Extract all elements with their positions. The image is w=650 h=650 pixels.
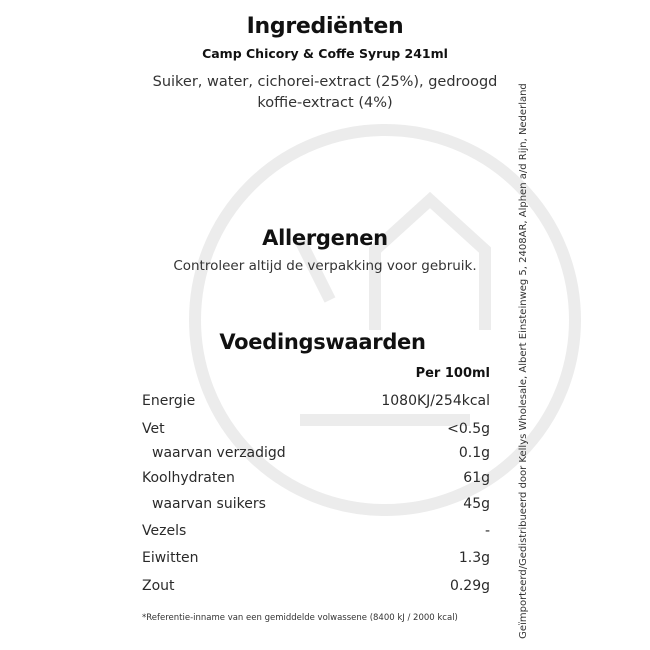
nutrition-label: Vezels [142, 523, 187, 539]
nutrition-label: Eiwitten [142, 550, 199, 566]
ingredients-list: Suiker, water, cichorei-extract (25%), gedroogd koffie-extract (4%) [152, 74, 498, 111]
nutrition-label: Energie [142, 393, 196, 409]
nutrition-row-salt [142, 578, 490, 598]
nutrition-value: 61g [463, 470, 490, 486]
nutrition-value: 1.3g [458, 550, 490, 566]
nutrition-value: <0.5g [447, 421, 490, 437]
nutrition-row-carbohydrates [142, 470, 490, 490]
ingredients-title: Ingrediënten [246, 14, 404, 39]
nutrition-value: 0.29g [449, 578, 490, 594]
nutrition-value: 0.1g [458, 445, 490, 461]
nutrition-value: - [484, 523, 490, 539]
allergens-title: Allergenen [262, 226, 388, 250]
nutrition-label: waarvan suikers [152, 496, 266, 512]
nutrition-row-sugars [142, 496, 490, 516]
nutrition-value: 45g [463, 496, 490, 512]
nutrition-row-fiber [142, 523, 490, 543]
nutrition-row-fat [142, 421, 490, 441]
nutrition-column-header: Per 100ml [415, 366, 490, 381]
nutrition-row-saturated [142, 445, 490, 465]
nutrition-label: Vet [142, 421, 165, 437]
nutrition-title: Voedingswaarden [219, 330, 426, 354]
nutrition-label: waarvan verzadigd [152, 445, 286, 461]
distributor-address: Geïmporteerd/Gedistribueerd door Kellys Wholesale, Albert Einsteinweg 5, 2408AR, Alphen a/d Rijn, Nederland [518, 83, 529, 639]
nutrition-label: Koolhydraten [142, 470, 235, 486]
nutrition-value: 1080KJ/254kcal [381, 393, 490, 409]
product-name: Camp Chicory & Coffe Syrup 241ml [202, 46, 448, 61]
reference-intake-footnote: *Referentie-inname van een gemiddelde volwassene (8400 kJ / 2000 kcal) [142, 613, 458, 623]
nutrition-row-energy [142, 393, 490, 413]
allergens-text: Controleer altijd de verpakking voor gebruik. [173, 258, 477, 274]
nutrition-row-protein [142, 550, 490, 570]
nutrition-label: Zout [142, 578, 175, 594]
